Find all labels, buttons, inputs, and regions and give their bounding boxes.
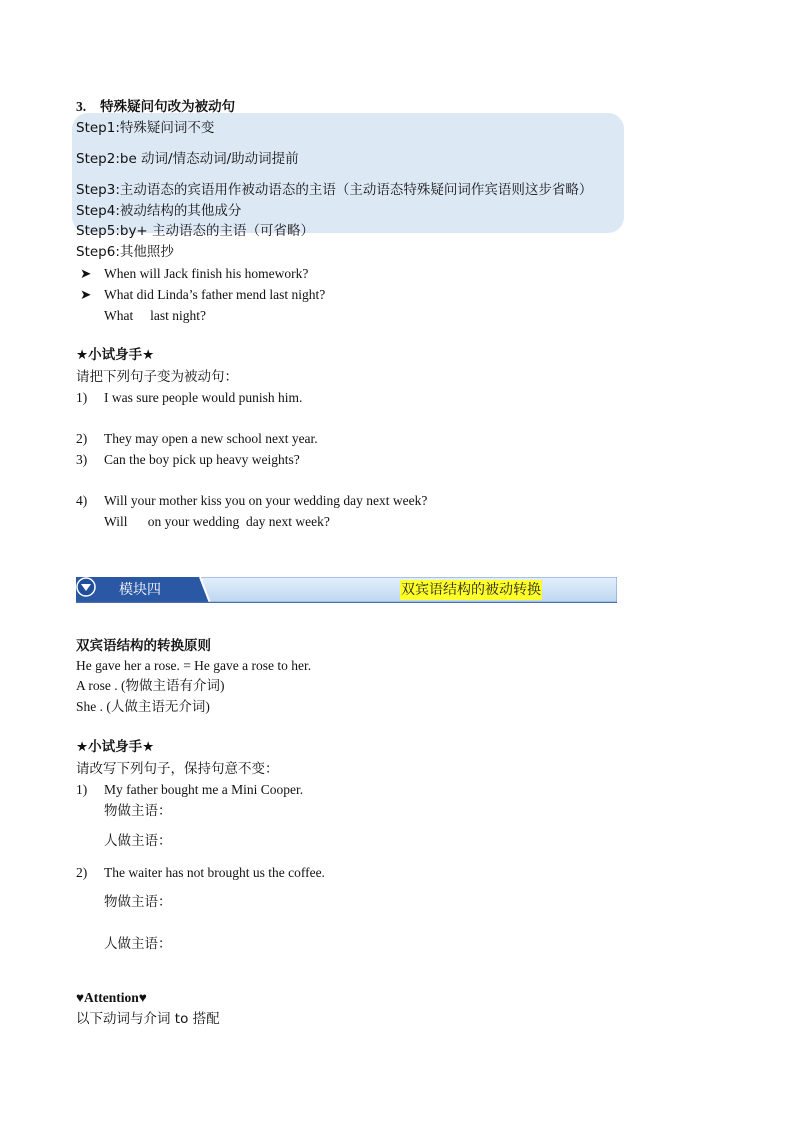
- step-3: Step3:主动语态的宾语用作被动语态的主语（主动语态特殊疑问词作宾语则这步省略）: [76, 182, 593, 198]
- example-answer: What last night?: [104, 308, 206, 323]
- principle-line-3: She . (人做主语无介词): [76, 699, 210, 714]
- person-subject-label: 人做主语：: [104, 936, 172, 952]
- step-1: Step1:特殊疑问词不变: [76, 120, 215, 136]
- chevron-down-circle-icon[interactable]: [76, 577, 96, 597]
- principle-title: 双宾语结构的转换原则: [76, 638, 211, 654]
- step-2: Step2:be 动词/情态动词/助动词提前: [76, 151, 299, 167]
- attention-text: 以下动词与介词 to 搭配: [76, 1011, 220, 1027]
- module-label: 模块四: [119, 582, 161, 598]
- principle-line-1: He gave her a rose. = He gave a rose to her.: [76, 658, 312, 673]
- item-number: 1): [76, 390, 88, 405]
- practice-item-3: Can the boy pick up heavy weights?: [104, 452, 300, 467]
- practice-title: ★小试身手★: [76, 347, 155, 363]
- step-4: Step4:被动结构的其他成分: [76, 203, 242, 219]
- principle-line-2: A rose . (物做主语有介词): [76, 678, 225, 693]
- object-subject-label: 物做主语：: [104, 803, 172, 819]
- example-2: What did Linda’s father mend last night?: [104, 287, 326, 302]
- heading-text: 特殊疑问句改为被动句: [100, 99, 236, 115]
- heading-number: 3.: [76, 99, 87, 114]
- section-heading: [76, 98, 235, 116]
- example-1: When will Jack finish his homework?: [104, 266, 309, 281]
- step-5: Step5:by+ 主动语态的主语（可省略）: [76, 223, 315, 239]
- item-number: 3): [76, 452, 88, 467]
- arrow-bullet-icon: ➤: [80, 287, 92, 302]
- practice2-instruction: 请改写下列句子，保持句意不变：: [76, 761, 279, 777]
- practice-item-2: They may open a new school next year.: [104, 431, 318, 446]
- practice-answer-4: Will on your wedding day next week?: [104, 514, 330, 529]
- item-number: 4): [76, 493, 88, 508]
- object-subject-label: 物做主语：: [104, 894, 172, 910]
- module-title: 双宾语结构的被动转换: [401, 582, 541, 598]
- attention-title: ♥Attention♥: [76, 990, 147, 1005]
- item-number: 2): [76, 431, 88, 446]
- item-number: 2): [76, 865, 88, 880]
- step-6: Step6:其他照抄: [76, 244, 174, 260]
- practice2-item-2: The waiter has not brought us the coffee.: [104, 865, 325, 880]
- item-number: 1): [76, 782, 88, 797]
- practice-item-4: Will your mother kiss you on your wedding day next week?: [104, 493, 428, 508]
- person-subject-label: 人做主语：: [104, 833, 172, 849]
- module-banner: [76, 577, 617, 603]
- arrow-bullet-icon: ➤: [80, 266, 92, 281]
- practice-instruction: 请把下列句子变为被动句：: [76, 369, 238, 385]
- practice2-title: ★小试身手★: [76, 739, 155, 755]
- practice-item-1: I was sure people would punish him.: [104, 390, 303, 405]
- practice2-item-1: My father bought me a Mini Cooper.: [104, 782, 304, 797]
